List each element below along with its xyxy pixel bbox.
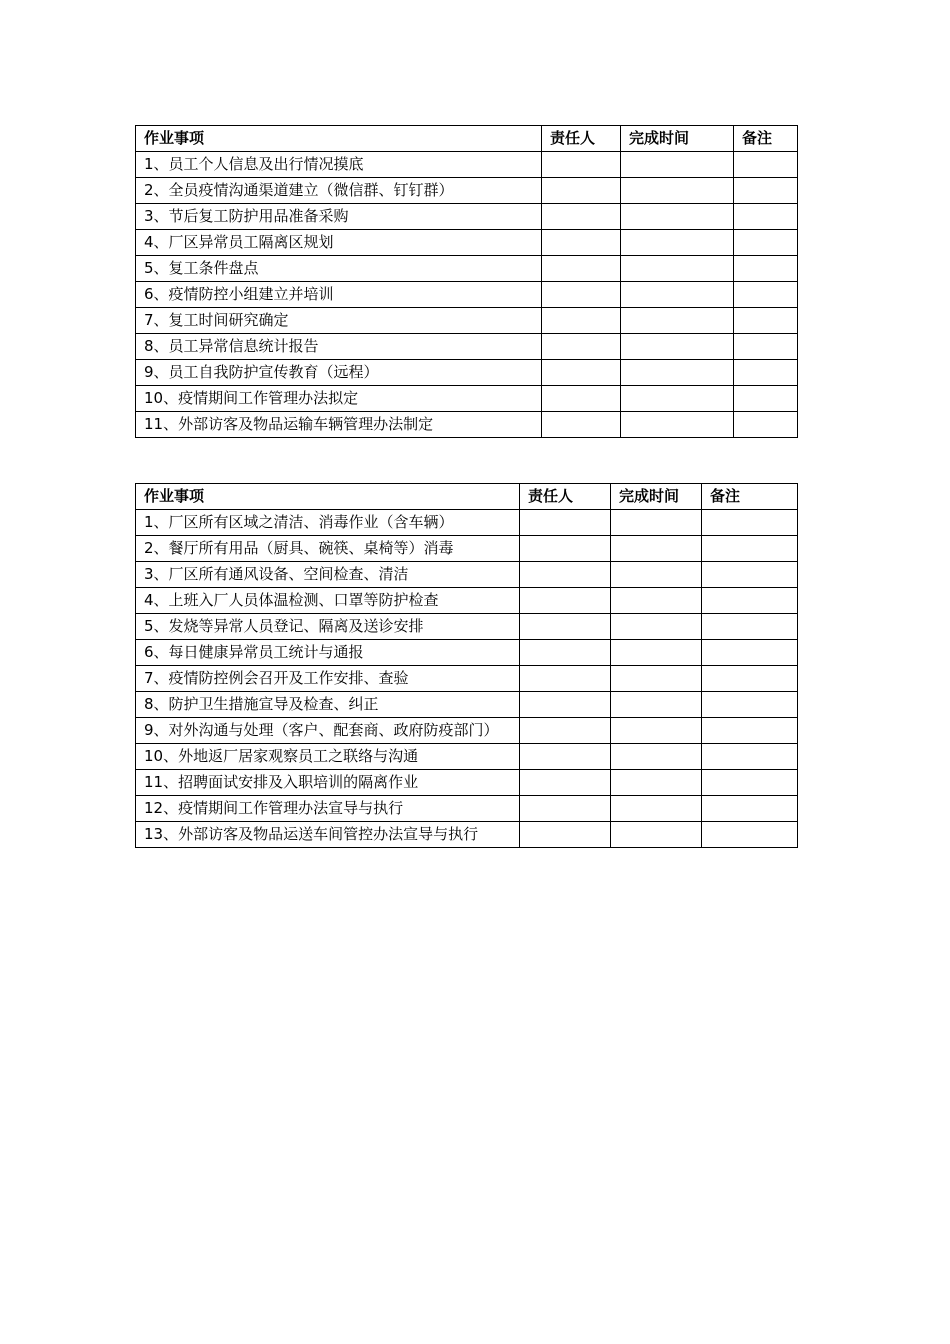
deadline-cell [611,666,702,692]
owner-cell [520,796,611,822]
table-row [136,666,798,692]
remarks-cell [702,510,798,536]
deadline-cell [621,412,734,438]
header-task: 作业事项 [136,126,542,152]
task-cell: 5、发烧等异常人员登记、隔离及送诊安排 [136,614,520,640]
task-cell: 3、节后复工防护用品准备采购 [136,204,542,230]
owner-cell [542,308,621,334]
remarks-cell [734,334,798,360]
table-row [136,204,798,230]
owner-cell [542,256,621,282]
remarks-cell [734,256,798,282]
deadline-cell [621,386,734,412]
owner-cell [520,510,611,536]
table-row [136,562,798,588]
table-body [136,152,798,438]
remarks-cell [702,770,798,796]
deadline-cell [621,334,734,360]
deadline-cell [611,692,702,718]
task-cell: 8、防护卫生措施宣导及检查、纠正 [136,692,520,718]
remarks-cell [734,230,798,256]
remarks-cell [702,536,798,562]
task-cell: 10、外地返厂居家观察员工之联络与沟通 [136,744,520,770]
table-row [136,308,798,334]
owner-cell [520,718,611,744]
deadline-cell [611,562,702,588]
table-row [136,386,798,412]
deadline-cell [611,536,702,562]
owner-cell [542,360,621,386]
deadline-cell [611,744,702,770]
owner-cell [520,588,611,614]
remarks-cell [734,386,798,412]
owner-cell [520,640,611,666]
task-cell: 2、餐厅所有用品（厨具、碗筷、桌椅等）消毒 [136,536,520,562]
header-deadline: 完成时间 [611,484,702,510]
table-row [136,360,798,386]
owner-cell [520,770,611,796]
task-cell: 7、复工时间研究确定 [136,308,542,334]
table-row [136,614,798,640]
task-cell: 11、外部访客及物品运输车辆管理办法制定 [136,412,542,438]
deadline-cell [611,614,702,640]
task-cell: 5、复工条件盘点 [136,256,542,282]
owner-cell [542,334,621,360]
task-cell: 1、员工个人信息及出行情况摸底 [136,152,542,178]
remarks-cell [702,744,798,770]
table-row [136,822,798,848]
task-cell: 10、疫情期间工作管理办法拟定 [136,386,542,412]
remarks-cell [702,822,798,848]
table-row [136,718,798,744]
task-cell: 3、厂区所有通风设备、空间检查、清洁 [136,562,520,588]
task-cell: 12、疫情期间工作管理办法宣导与执行 [136,796,520,822]
remarks-cell [734,308,798,334]
owner-cell [542,386,621,412]
remarks-cell [734,204,798,230]
table-row [136,640,798,666]
table-row [136,770,798,796]
task-cell: 4、厂区异常员工隔离区规划 [136,230,542,256]
deadline-cell [611,510,702,536]
deadline-cell [621,308,734,334]
pre-resumption-task-table [135,125,798,438]
task-cell: 13、外部访客及物品运送车间管控办法宣导与执行 [136,822,520,848]
table-header-row [136,484,798,510]
deadline-cell [611,822,702,848]
table-header-row [136,126,798,152]
remarks-cell [734,360,798,386]
table-row [136,178,798,204]
owner-cell [542,412,621,438]
deadline-cell [611,718,702,744]
header-task: 作业事项 [136,484,520,510]
header-owner: 责任人 [542,126,621,152]
table-row [136,152,798,178]
owner-cell [542,204,621,230]
deadline-cell [621,230,734,256]
table-row [136,588,798,614]
deadline-cell [621,204,734,230]
owner-cell [520,666,611,692]
remarks-cell [702,718,798,744]
remarks-cell [734,152,798,178]
table-row [136,744,798,770]
table-row [136,412,798,438]
table-row [136,536,798,562]
owner-cell [520,744,611,770]
deadline-cell [611,640,702,666]
table-row [136,256,798,282]
task-cell: 9、员工自我防护宣传教育（远程） [136,360,542,386]
table-row [136,510,798,536]
deadline-cell [621,360,734,386]
remarks-cell [734,412,798,438]
task-cell: 6、每日健康异常员工统计与通报 [136,640,520,666]
remarks-cell [734,282,798,308]
deadline-cell [611,588,702,614]
table-row [136,796,798,822]
header-remarks: 备注 [702,484,798,510]
table-body [136,510,798,848]
task-cell: 8、员工异常信息统计报告 [136,334,542,360]
table-row [136,334,798,360]
owner-cell [542,178,621,204]
table-row [136,230,798,256]
remarks-cell [702,796,798,822]
remarks-cell [702,614,798,640]
post-resumption-task-table [135,483,798,848]
header-owner: 责任人 [520,484,611,510]
deadline-cell [611,770,702,796]
owner-cell [520,692,611,718]
deadline-cell [621,178,734,204]
task-cell: 6、疫情防控小组建立并培训 [136,282,542,308]
remarks-cell [702,562,798,588]
deadline-cell [621,256,734,282]
owner-cell [520,536,611,562]
owner-cell [520,614,611,640]
deadline-cell [611,796,702,822]
task-cell: 9、对外沟通与处理（客户、配套商、政府防疫部门） [136,718,520,744]
remarks-cell [702,588,798,614]
owner-cell [520,562,611,588]
remarks-cell [702,666,798,692]
task-cell: 11、招聘面试安排及入职培训的隔离作业 [136,770,520,796]
remarks-cell [702,640,798,666]
remarks-cell [702,692,798,718]
owner-cell [542,282,621,308]
deadline-cell [621,282,734,308]
deadline-cell [621,152,734,178]
owner-cell [542,230,621,256]
task-cell: 1、厂区所有区域之清洁、消毒作业（含车辆） [136,510,520,536]
owner-cell [542,152,621,178]
owner-cell [520,822,611,848]
task-cell: 7、疫情防控例会召开及工作安排、查验 [136,666,520,692]
task-cell: 2、全员疫情沟通渠道建立（微信群、钉钉群） [136,178,542,204]
table-row [136,282,798,308]
table-row [136,692,798,718]
header-remarks: 备注 [734,126,798,152]
task-cell: 4、上班入厂人员体温检测、口罩等防护检查 [136,588,520,614]
remarks-cell [734,178,798,204]
header-deadline: 完成时间 [621,126,734,152]
